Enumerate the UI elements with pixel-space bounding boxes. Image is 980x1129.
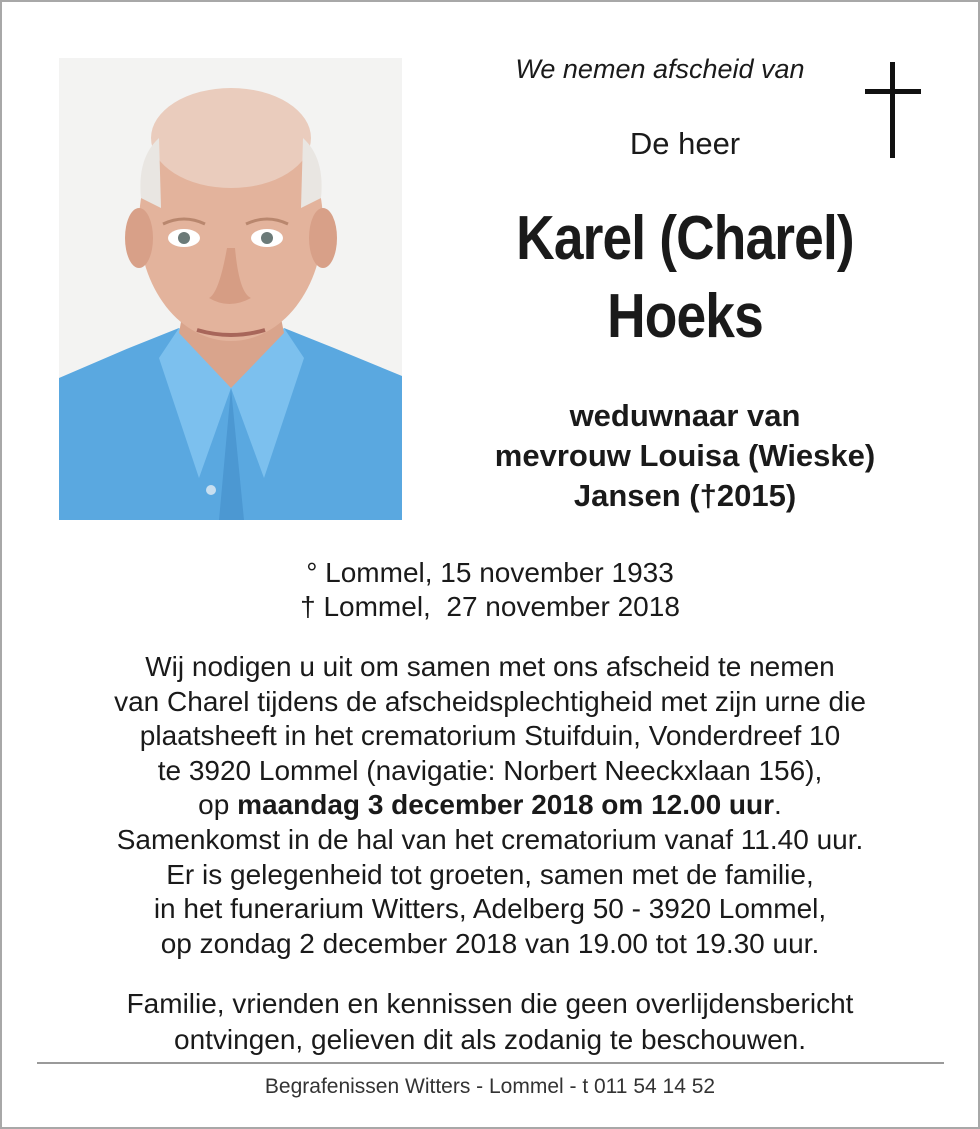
invitation-line: van Charel tijdens de afscheidsplechtigheid met zijn urne die xyxy=(114,685,866,717)
birth-line: ° Lommel, 15 november 1933 xyxy=(306,557,674,588)
invitation-line: in het funerarium Witters, Adelberg 50 - 3920 Lommel, xyxy=(153,893,827,925)
invitation-line: Samenkomst in de hal van het crematorium vanaf 11.40 uur. xyxy=(116,823,864,855)
spouse-line: mevrouw Louisa (Wieske) xyxy=(494,438,876,473)
spouse-line: Jansen (†2015) xyxy=(573,478,797,513)
ceremony-date: maandag 3 december 2018 om 12.00 uur xyxy=(237,789,775,821)
invitation-line: Wij nodigen u uit om samen met ons afscheid te nemen xyxy=(145,651,835,682)
spouse-line: weduwnaar van xyxy=(569,398,801,433)
invitation-line: te 3920 Lommel (navigatie: Norbert Neeckxlaan 156), xyxy=(157,754,823,786)
invitation-line: op zondag 2 december 2018 van 19.00 tot 19.30 uur. xyxy=(160,927,820,959)
death-line: † Lommel, 27 november 2018 xyxy=(300,591,680,622)
closing-text xyxy=(0,986,980,1058)
ceremony-date-line xyxy=(0,788,980,823)
undertaker-footer: Begrafenissen Witters - Lommel - t 011 54 14 52 xyxy=(264,1075,716,1098)
name-line-1: Karel (Charel) xyxy=(516,204,854,273)
closing-line: ontvingen, gelieven dit als zodanig te beschouwen. xyxy=(174,1024,806,1055)
latin-cross-icon xyxy=(865,62,921,158)
deceased-name xyxy=(474,200,895,356)
invitation-line: plaatsheeft in het crematorium Stuifduin, Vonderdreef 10 xyxy=(139,720,841,752)
footer-divider xyxy=(37,1062,944,1064)
ceremony-prefix: op xyxy=(198,789,238,821)
spouse-info xyxy=(420,396,950,516)
ceremony-suffix: . xyxy=(774,789,782,821)
name-line-2: Hoeks xyxy=(607,282,763,351)
honorific-title: De heer xyxy=(629,126,741,161)
closing-line: Familie, vrienden en kennissen die geen overlijdensbericht xyxy=(126,988,854,1019)
invitation-text xyxy=(0,650,980,961)
portrait-photo xyxy=(59,58,402,520)
invitation-line: Er is gelegenheid tot groeten, samen met de familie, xyxy=(166,858,814,890)
life-dates xyxy=(0,556,980,624)
intro-text: We nemen afscheid van xyxy=(515,54,805,84)
